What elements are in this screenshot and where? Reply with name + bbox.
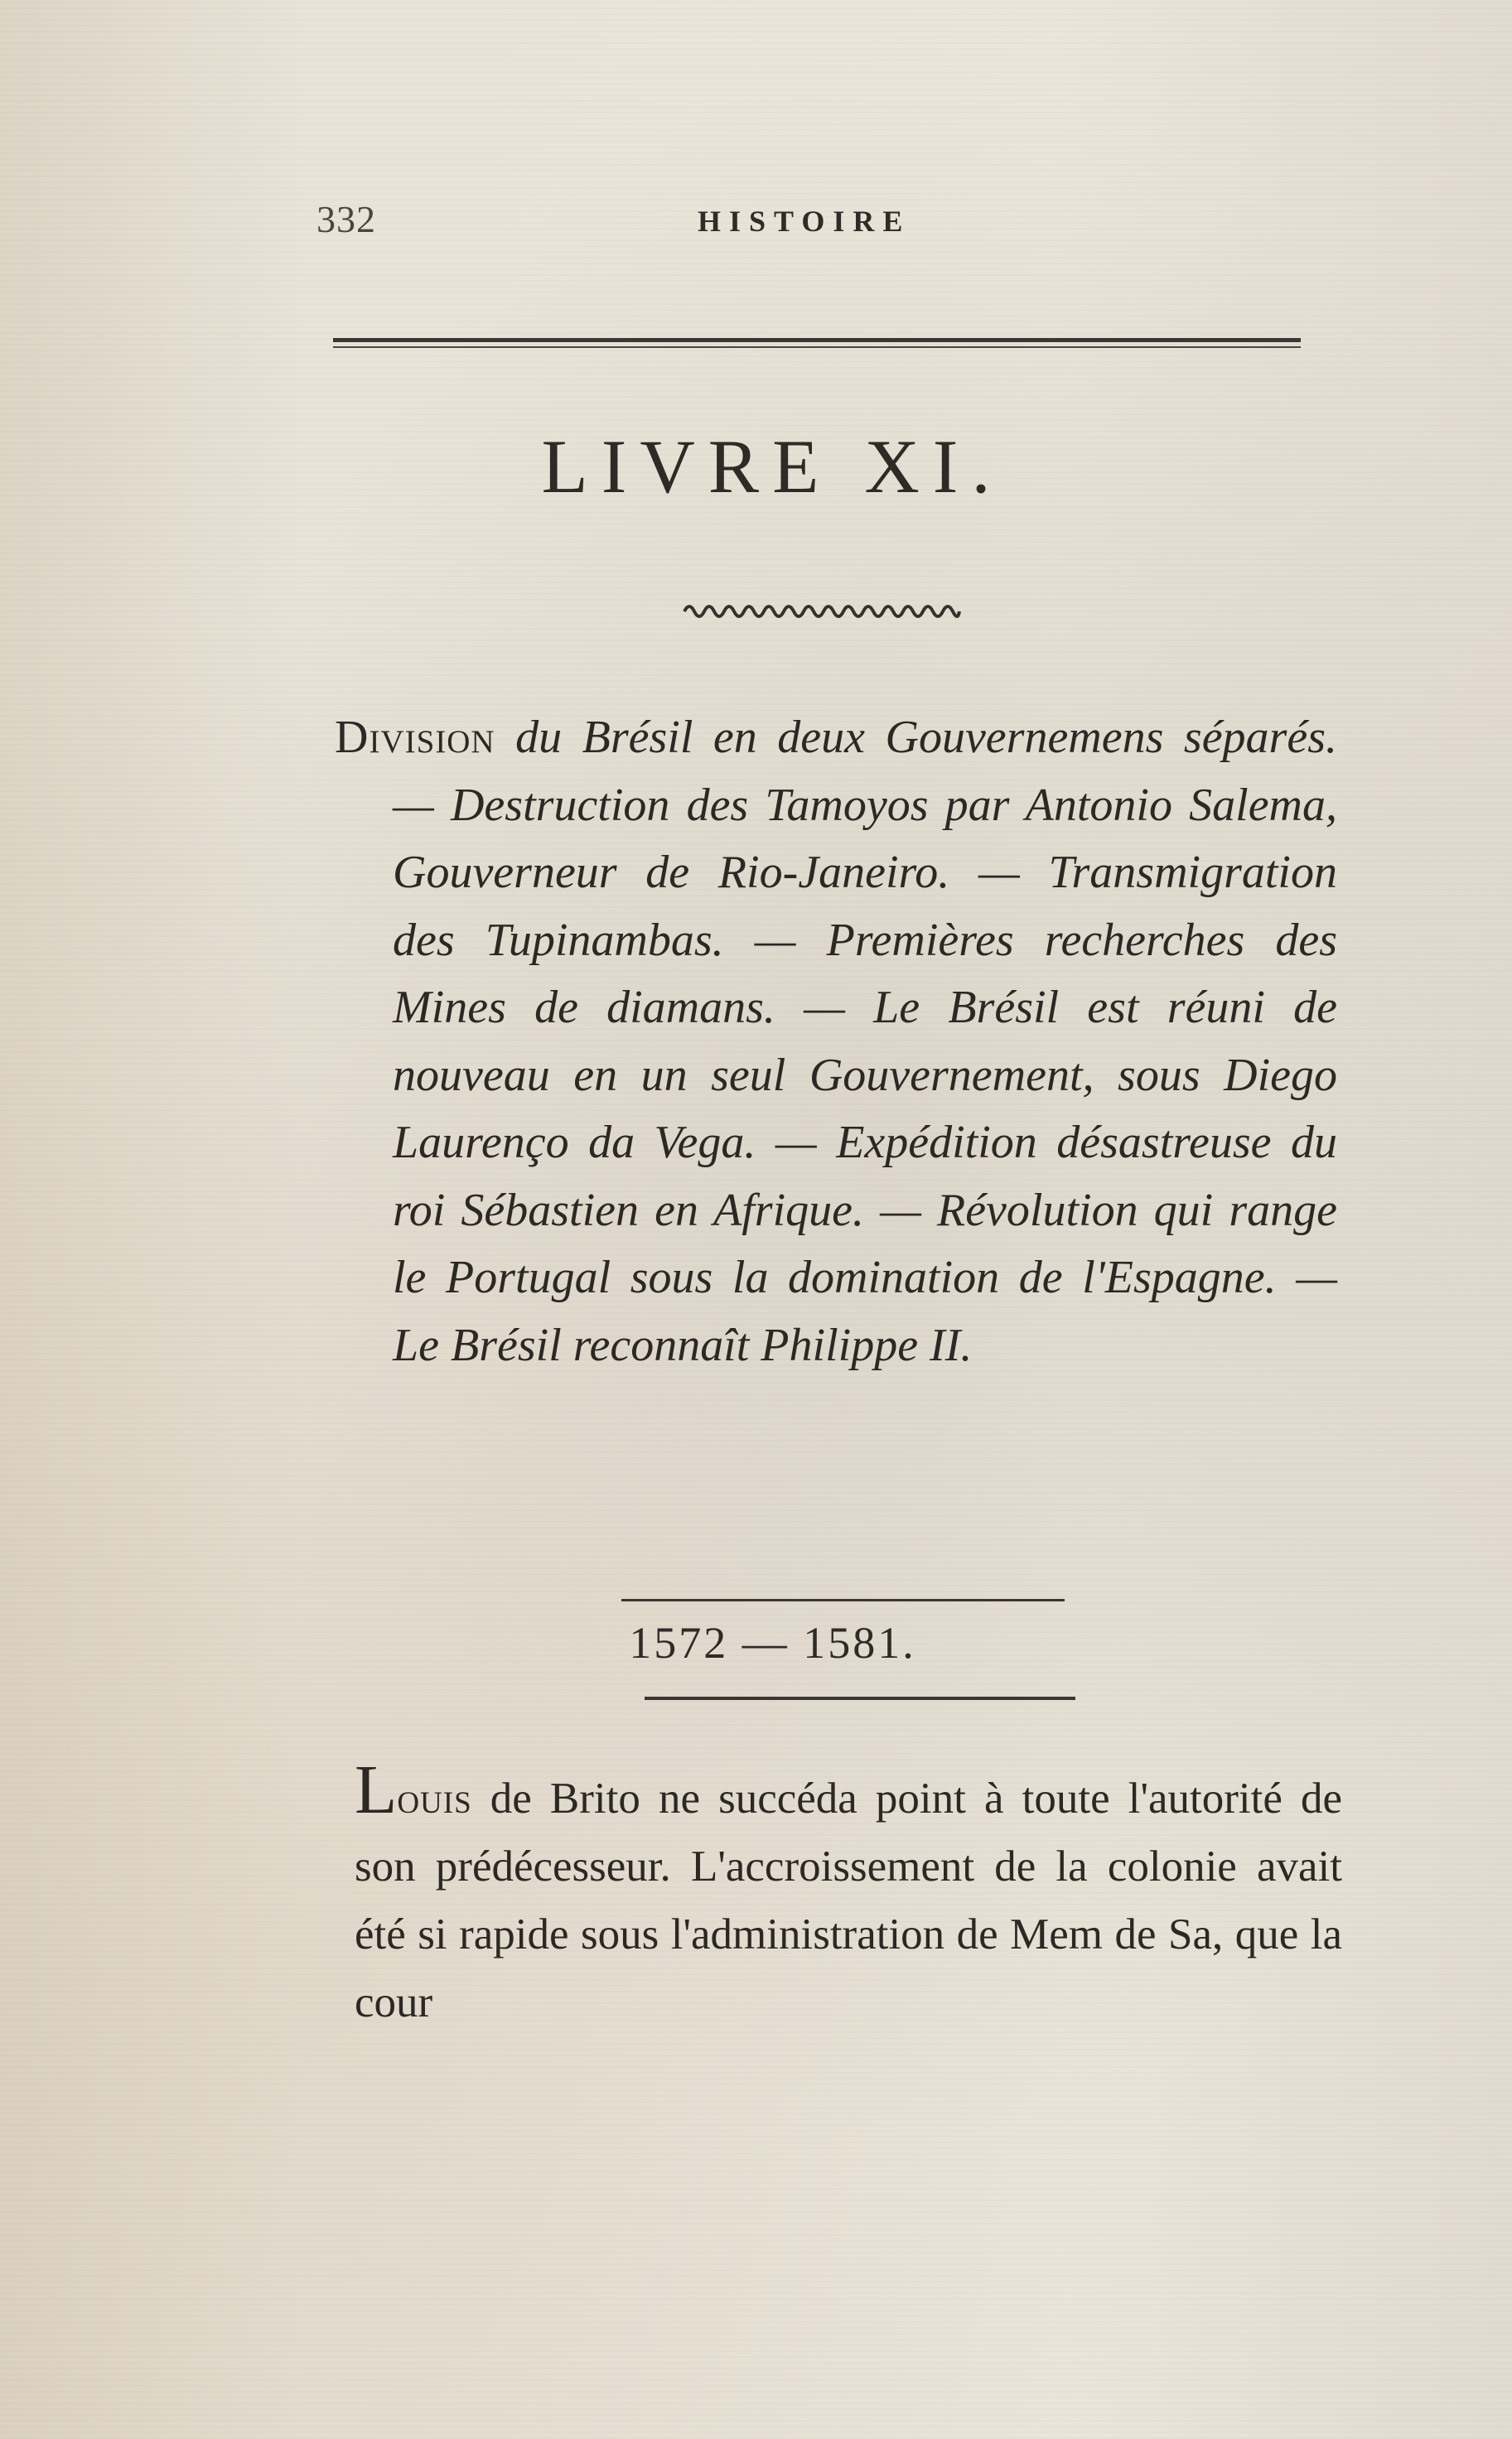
- date-top-rule: [621, 1599, 1065, 1601]
- header-rule-thick: [333, 338, 1301, 342]
- date-bottom-rule: [645, 1697, 1075, 1700]
- page-number: 332: [316, 198, 376, 240]
- body-text: de Brito ne succéda point à toute l'autorité de son prédécesseur. L'accroissement de la colonie avait été si rapide sous l'administration de Mem de Sa, que la cour: [355, 1775, 1342, 2026]
- summary-text: du Brésil en deux Gouvernemens séparés. — Destruction des Tamoyos par Antonio Salema, Gouverneur de Rio-Janeiro. — Transmigration des Tupinambas. — Premières recherches des Mines de diamans. — Le Brésil est réuni de nouveau en un seul Gouvernement, sous Diego Laurenço da Vega. — Expédition désastreuse du roi Sébastien en Afrique. — Révolution qui range le Portugal sous la domination de l'Espagne. — Le Brésil reconnaît Philippe II.: [393, 712, 1337, 1371]
- body-lead-caps: ouis: [397, 1775, 472, 1823]
- running-title: HISTOIRE: [698, 205, 911, 238]
- date-range: 1572 — 1581.: [629, 1618, 916, 1668]
- chapter-summary: [335, 704, 1337, 1379]
- drop-initial: L: [355, 1751, 398, 1828]
- wavy-ornament-icon: [681, 596, 963, 621]
- body-paragraph: [355, 1751, 1342, 2036]
- book-title: LIVRE XI.: [541, 424, 1004, 509]
- summary-lead-word: Division: [335, 712, 495, 763]
- running-head: [316, 197, 1302, 255]
- header-double-rule: [333, 338, 1301, 350]
- header-rule-thin: [333, 346, 1301, 348]
